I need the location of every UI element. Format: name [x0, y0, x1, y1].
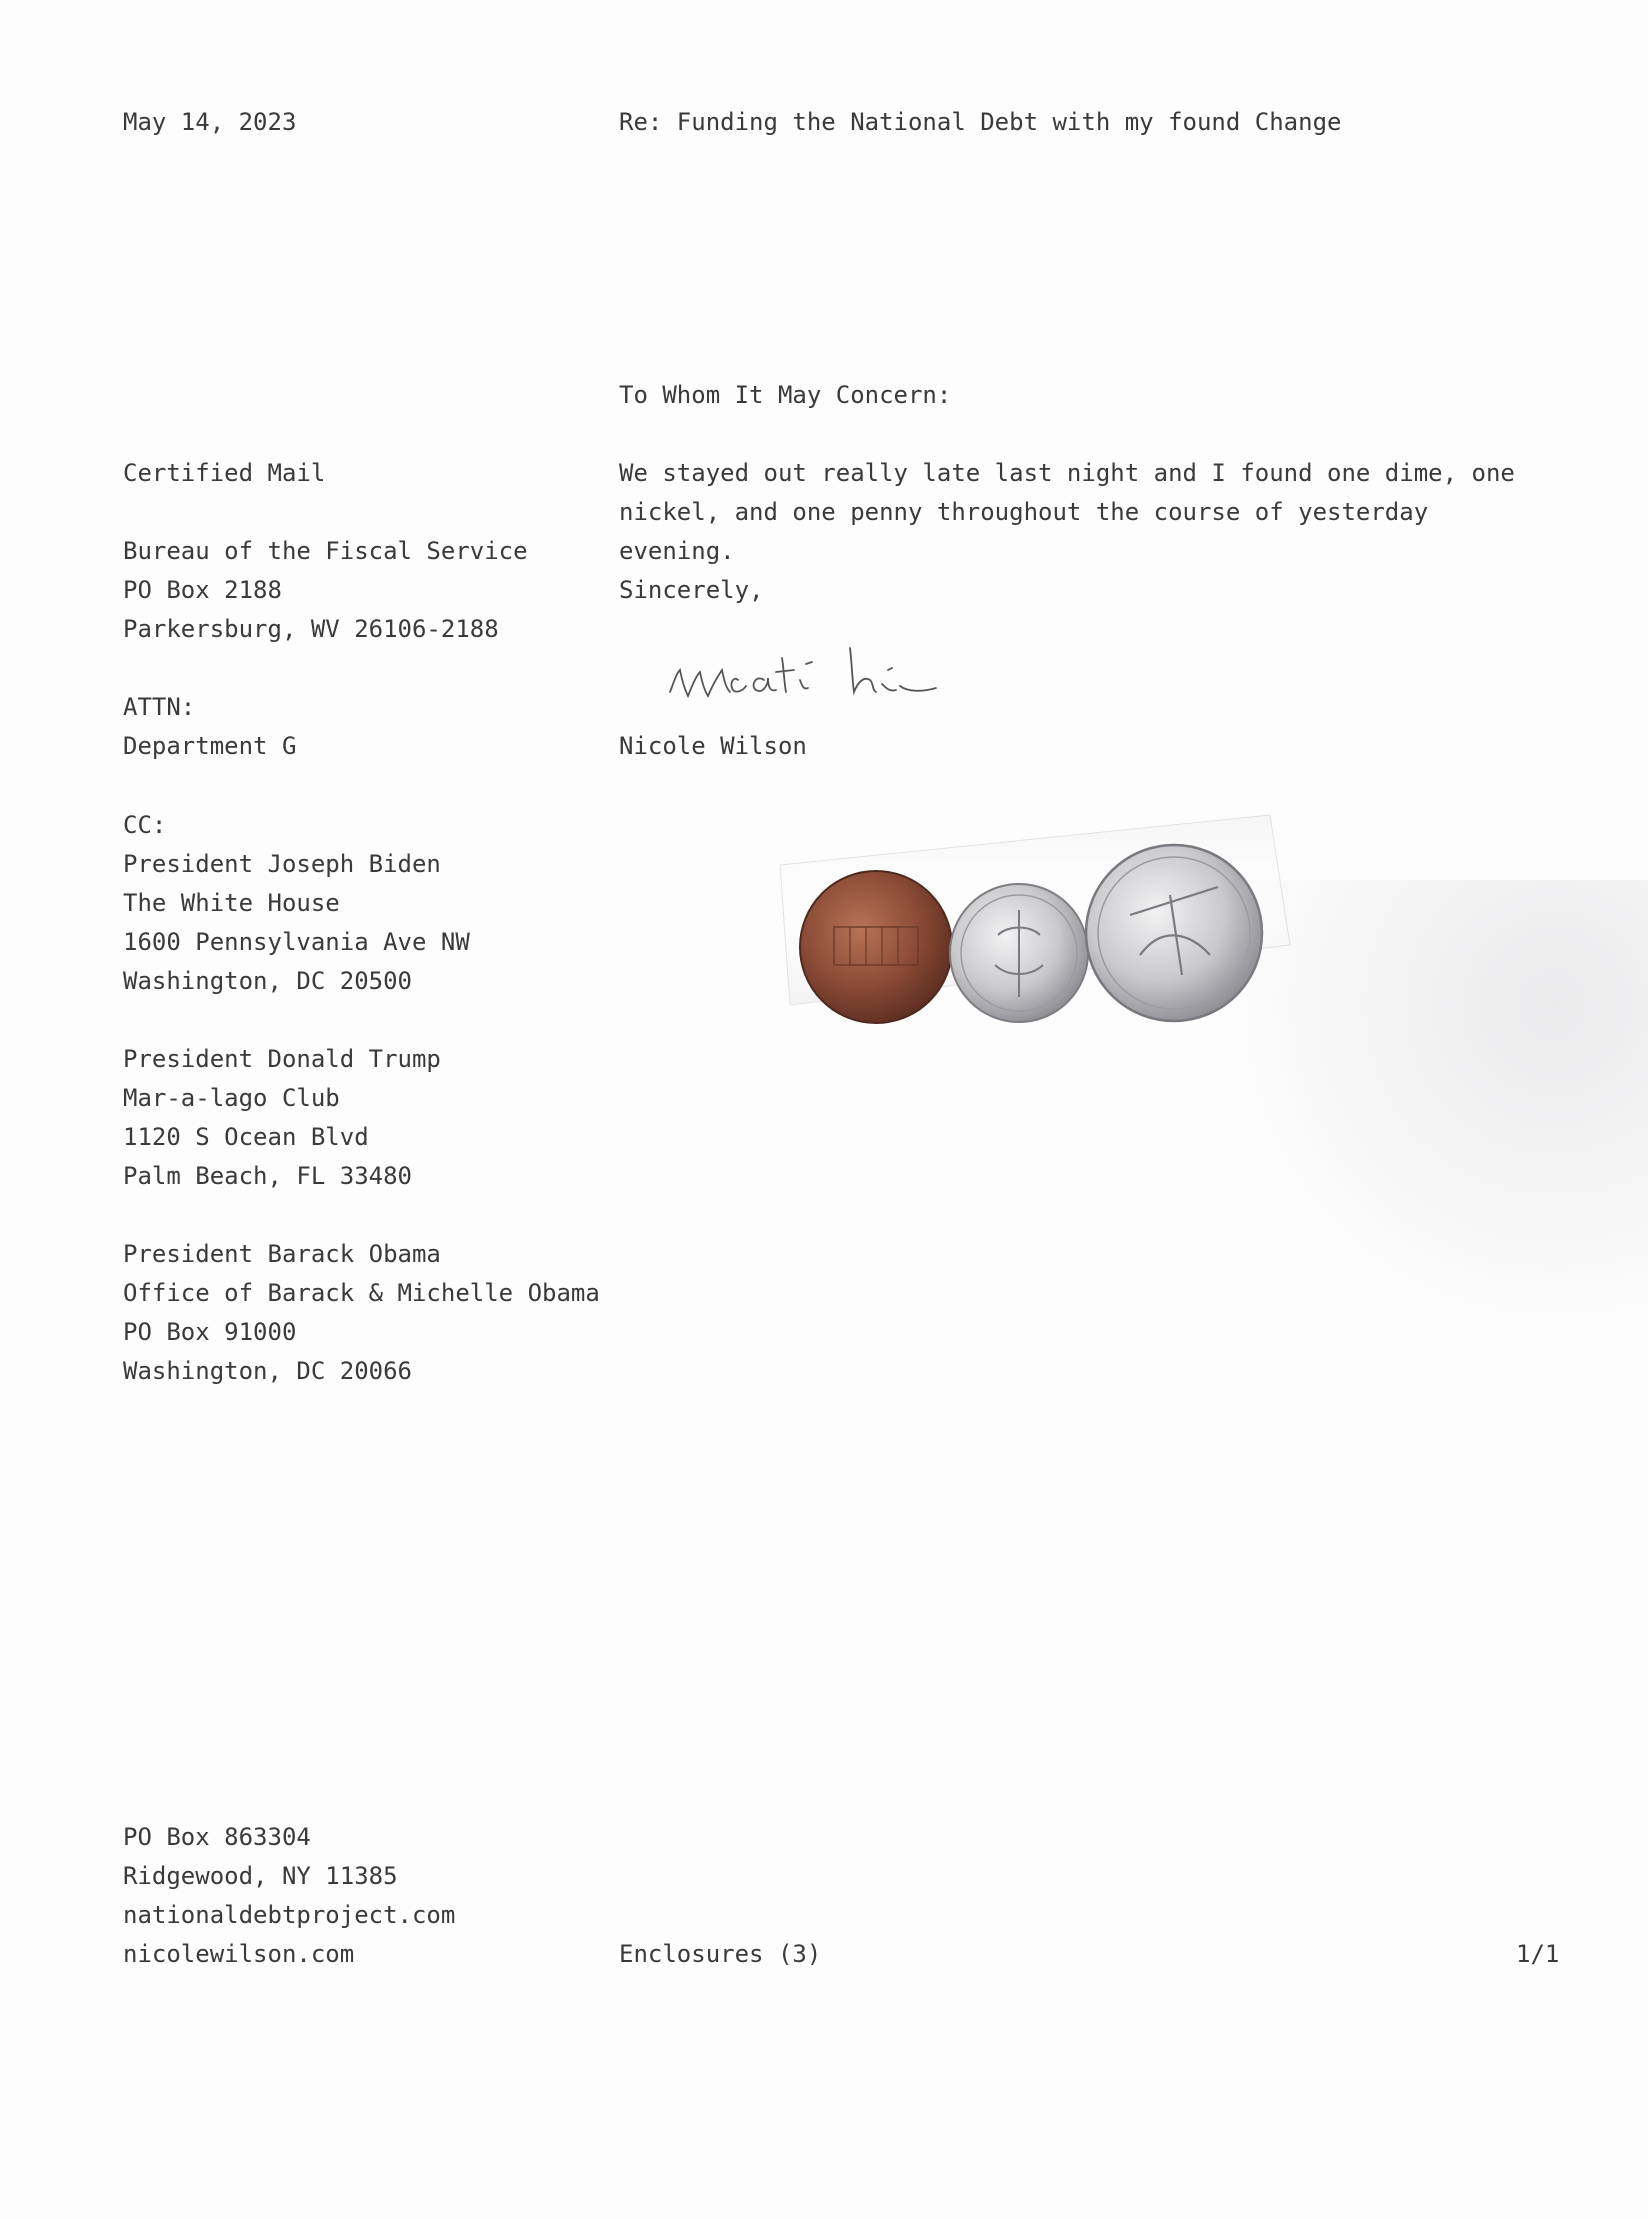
address-line: PO Box 2188 [123, 576, 282, 604]
cc-recipient-2 [123, 1040, 441, 1196]
nickel-coin [1086, 845, 1262, 1021]
sender-line: nicolewilson.com [123, 1940, 355, 1968]
cc-address-line: The White House [123, 889, 340, 917]
sender-line: nationaldebtproject.com [123, 1901, 456, 1929]
attn-label: ATTN: [123, 693, 196, 721]
cc-address-line: President Joseph Biden [123, 850, 441, 878]
cc-block [123, 806, 470, 1001]
cc-address-line: Washington, DC 20066 [123, 1357, 412, 1385]
penny-coin [800, 871, 952, 1023]
cc-address-line: Washington, DC 20500 [123, 967, 412, 995]
cc-address-line: Office of Barack & Michelle Obama [123, 1279, 600, 1307]
mail-type: Certified Mail [123, 459, 326, 487]
letter-date: May 14, 2023 [123, 108, 297, 136]
cc-recipient-3 [123, 1235, 600, 1391]
letter-subject: Re: Funding the National Debt with my found Change [619, 108, 1342, 136]
attn-block [123, 688, 296, 766]
sender-address [123, 1818, 455, 1974]
enclosures-note: Enclosures (3) [619, 1940, 822, 1968]
address-line: Parkersburg, WV 26106-2188 [123, 615, 499, 643]
attn-value: Department G [123, 732, 297, 760]
cc-address-line: PO Box 91000 [123, 1318, 297, 1346]
cc-address-line: 1120 S Ocean Blvd [123, 1123, 369, 1151]
cc-address-line: President Barack Obama [123, 1240, 441, 1268]
handwritten-signature [660, 630, 1020, 720]
cc-address-line: Mar-a-lago Club [123, 1084, 340, 1112]
dime-coin [950, 884, 1088, 1022]
salutation: To Whom It May Concern: [619, 381, 952, 409]
closing: Sincerely, [619, 576, 764, 604]
cc-label: CC: [123, 811, 167, 839]
cc-address-line: Palm Beach, FL 33480 [123, 1162, 412, 1190]
enclosed-coins [770, 805, 1310, 1045]
page-number: 1/1 [1516, 1940, 1560, 1968]
cc-address-line: President Donald Trump [123, 1045, 441, 1073]
recipient-address [123, 532, 528, 649]
sender-line: Ridgewood, NY 11385 [123, 1862, 398, 1890]
signature-name: Nicole Wilson [619, 732, 807, 760]
address-line: Bureau of the Fiscal Service [123, 537, 528, 565]
letter-body: We stayed out really late last night and I found one dime, one nickel, and one penny throughout the course of yesterday evening. [619, 459, 1515, 565]
cc-address-line: 1600 Pennsylvania Ave NW [123, 928, 470, 956]
sender-line: PO Box 863304 [123, 1823, 311, 1851]
